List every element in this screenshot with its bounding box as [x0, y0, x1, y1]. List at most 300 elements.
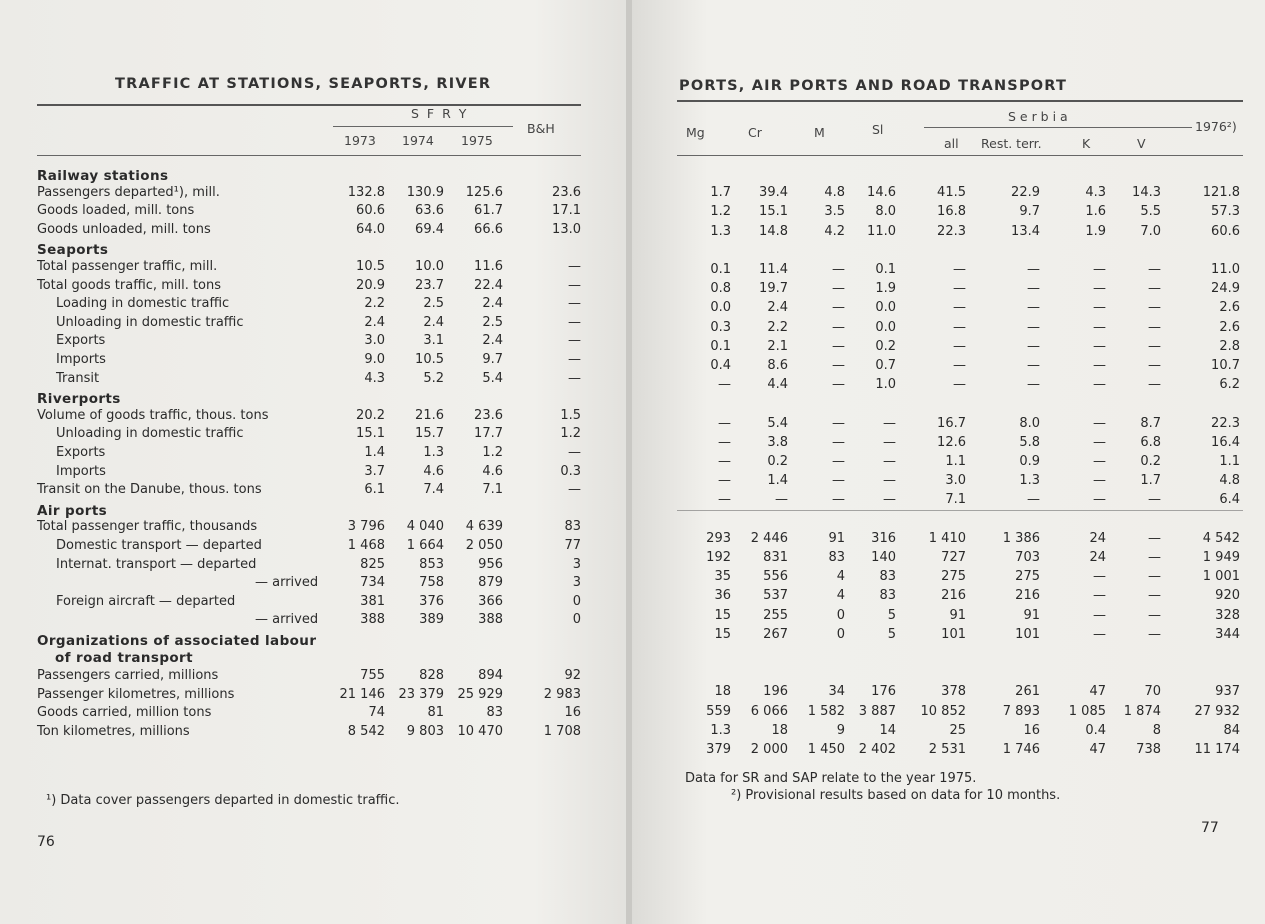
cell-value: 267: [763, 626, 788, 642]
cell-value: 1.6: [1085, 204, 1106, 220]
row-label: Ton kilometres, millions: [37, 724, 190, 739]
cell-value: 734: [360, 575, 385, 591]
cell-value: 23.7: [415, 277, 444, 293]
cell-value: 83: [564, 519, 581, 535]
cell-value: 9.7: [482, 352, 503, 367]
cell-value: —: [1027, 338, 1040, 354]
row-label: Exports: [56, 445, 106, 460]
cell-value: 389: [419, 612, 444, 628]
cell-value: —: [568, 259, 581, 274]
cell-value: —: [1093, 492, 1106, 508]
cell-value: 376: [419, 593, 444, 609]
cell-value: 1 468: [347, 538, 385, 553]
cell-value: 1 410: [928, 530, 966, 546]
cell-value: 894: [478, 668, 503, 684]
cell-value: 1.2: [560, 426, 581, 442]
cell-value: —: [568, 277, 581, 293]
cell-value: 920: [1215, 588, 1240, 604]
cell-value: 3.7: [364, 463, 385, 479]
cell-value: —: [568, 333, 581, 349]
cell-value: 0.7: [875, 358, 896, 373]
cell-value: 2 446: [750, 530, 788, 546]
table-row: [37, 258, 585, 276]
row-label: Transit on the Danube, thous. tons: [37, 482, 262, 498]
cell-value: 10.5: [356, 259, 385, 274]
serbia-group-rule: [924, 127, 1192, 128]
cell-value: 5.2: [423, 370, 444, 386]
cell-value: 275: [941, 569, 966, 585]
cell-value: —: [1093, 358, 1106, 373]
table-row: [677, 261, 1247, 279]
year-1973-header: 1973: [344, 133, 376, 148]
section-title: Organizations of associated labour: [37, 633, 317, 649]
cell-value: —: [1093, 588, 1106, 604]
cell-value: 92: [564, 668, 581, 684]
cell-value: 83: [486, 705, 503, 721]
cell-value: 83: [879, 588, 896, 604]
cell-value: 192: [706, 550, 731, 565]
cell-value: 556: [763, 569, 788, 585]
cell-value: 9.0: [364, 352, 385, 367]
cell-value: 47: [1089, 742, 1106, 757]
cell-value: 14: [879, 722, 896, 738]
cell-value: —: [1148, 530, 1161, 546]
section-heading: [37, 632, 585, 650]
col-k-header: K: [1082, 136, 1091, 151]
cell-value: 24.9: [1211, 281, 1240, 297]
cell-value: 0.0: [875, 319, 896, 335]
cell-value: 35: [714, 569, 731, 585]
cell-value: 4.6: [482, 463, 503, 479]
cell-value: 366: [478, 593, 503, 609]
cell-value: —: [1148, 377, 1161, 393]
right-header-top-rule: [677, 100, 1243, 102]
col-m-header: M: [814, 125, 825, 140]
cell-value: 3 887: [858, 703, 896, 719]
cell-value: 344: [1215, 626, 1240, 642]
table-row: [677, 683, 1247, 701]
row-label: Internat. transport — departed: [56, 556, 257, 572]
cell-value: 1.3: [710, 223, 731, 239]
cell-value: 755: [360, 668, 385, 684]
cell-value: 6 066: [750, 703, 788, 719]
table-row: [37, 593, 585, 611]
cell-value: —: [1093, 377, 1106, 393]
table-row: [677, 203, 1247, 221]
cell-value: 2.2: [364, 296, 385, 312]
cell-value: 0.0: [875, 300, 896, 316]
cell-value: 4 542: [1202, 530, 1240, 546]
right-page-number: 77: [1201, 820, 1219, 836]
cell-value: 1.7: [710, 185, 731, 201]
serbia-group-header: S e r b i a: [1008, 109, 1068, 124]
table-row: [37, 221, 585, 239]
table-row: [37, 332, 585, 350]
cell-value: 2.4: [482, 333, 503, 349]
cell-value: 63.6: [415, 203, 444, 219]
cell-value: —: [568, 482, 581, 498]
cell-value: —: [883, 492, 896, 508]
table-row: [37, 370, 585, 388]
cell-value: 1.5: [560, 407, 581, 423]
cell-value: 388: [478, 612, 503, 628]
row-label: Passenger kilometres, millions: [37, 686, 235, 702]
table-row: [677, 568, 1247, 586]
cell-value: 19.7: [759, 281, 788, 297]
cell-value: 7.1: [945, 492, 966, 508]
cell-value: —: [883, 473, 896, 489]
cell-value: 1 949: [1202, 550, 1240, 565]
cell-value: 4: [836, 588, 845, 604]
cell-value: 11.6: [474, 259, 503, 274]
cell-value: 22.3: [937, 223, 966, 239]
right-note-2: ²) Provisional results based on data for 10 months.: [731, 788, 1061, 803]
cell-value: 1 664: [406, 538, 444, 553]
cell-value: 6.1: [364, 482, 385, 498]
cell-value: 6.2: [1219, 377, 1240, 393]
cell-value: 0.2: [1140, 454, 1161, 469]
cell-value: —: [1027, 358, 1040, 373]
cell-value: 2.6: [1219, 300, 1240, 316]
table-row: [677, 722, 1247, 740]
cell-value: 2.5: [423, 296, 444, 312]
cell-value: 24: [1089, 530, 1106, 546]
cell-value: 77: [564, 538, 581, 553]
cell-value: 10.7: [1211, 358, 1240, 373]
cell-value: 1.0: [875, 377, 896, 393]
cell-value: 101: [941, 626, 966, 642]
table-row: [37, 667, 585, 685]
col-all-header: all: [944, 136, 959, 151]
cell-value: 16.8: [937, 204, 966, 220]
cell-value: 4.2: [824, 223, 845, 239]
cell-value: 132.8: [347, 184, 385, 200]
cell-value: —: [1093, 415, 1106, 431]
cell-value: 1 582: [807, 703, 845, 719]
cell-value: 2.6: [1219, 319, 1240, 335]
cell-value: 2.8: [1219, 338, 1240, 354]
cell-value: 74: [368, 705, 385, 721]
cell-value: 61.7: [474, 203, 503, 219]
section-heading: [37, 241, 585, 259]
left-page: [0, 0, 628, 924]
cell-value: 69.4: [415, 221, 444, 237]
year-1974-header: 1974: [402, 133, 434, 148]
cell-value: 11.0: [867, 223, 896, 239]
row-label: Total passenger traffic, mill.: [37, 259, 218, 274]
table-row: [677, 626, 1247, 644]
cell-value: 14.6: [867, 185, 896, 201]
table-row: [677, 607, 1247, 625]
cell-value: 83: [879, 569, 896, 585]
cell-value: 275: [1015, 569, 1040, 585]
cell-value: 22.3: [1211, 415, 1240, 431]
cell-value: 57.3: [1211, 204, 1240, 220]
cell-value: 84: [1223, 722, 1240, 738]
cell-value: —: [1148, 492, 1161, 508]
cell-value: —: [1148, 550, 1161, 565]
row-label: Foreign aircraft — departed: [56, 593, 236, 609]
cell-value: 0.3: [710, 319, 731, 335]
table-row: [677, 472, 1247, 490]
row-label: Goods carried, million tons: [37, 705, 212, 721]
cell-value: —: [832, 473, 845, 489]
cell-value: —: [1148, 358, 1161, 373]
cell-value: 388: [360, 612, 385, 628]
cell-value: —: [1093, 319, 1106, 335]
table-row: [677, 357, 1247, 375]
table-row: [677, 319, 1247, 337]
cell-value: —: [832, 338, 845, 354]
table-row: [677, 184, 1247, 202]
cell-value: —: [832, 454, 845, 469]
cell-value: —: [832, 415, 845, 431]
cell-value: 91: [1023, 607, 1040, 623]
bh-header: B&H: [527, 121, 555, 136]
cell-value: 15.1: [759, 204, 788, 220]
table-row: [37, 704, 585, 722]
cell-value: 125.6: [465, 184, 503, 200]
cell-value: —: [1093, 262, 1106, 277]
cell-value: 1 001: [1202, 569, 1240, 585]
cell-value: 1.9: [875, 281, 896, 297]
right-mid-rule: [677, 510, 1243, 511]
table-row: [37, 202, 585, 220]
table-row: [37, 444, 585, 462]
cell-value: 4: [836, 569, 845, 585]
cell-value: 10 470: [457, 724, 503, 739]
cell-value: 22.4: [474, 277, 503, 293]
cell-value: 0.4: [1085, 722, 1106, 738]
cell-value: 8.0: [1019, 415, 1040, 431]
table-row: [677, 703, 1247, 721]
cell-value: 2 983: [543, 686, 581, 702]
row-label: Volume of goods traffic, thous. tons: [37, 407, 269, 423]
cell-value: 879: [478, 575, 503, 591]
cell-value: 130.9: [406, 184, 444, 200]
cell-value: —: [718, 434, 731, 450]
cell-value: 5.4: [482, 370, 503, 386]
cell-value: 0: [836, 626, 845, 642]
cell-value: —: [1093, 434, 1106, 450]
cell-value: 758: [419, 575, 444, 591]
section-title: Seaports: [37, 242, 109, 259]
cell-value: 20.2: [356, 407, 385, 423]
cell-value: 5: [887, 626, 896, 642]
cell-value: 60.6: [356, 203, 385, 219]
cell-value: 91: [828, 530, 845, 546]
cell-value: 0.1: [875, 262, 896, 277]
cell-value: 3.0: [945, 473, 966, 489]
cell-value: 2.1: [767, 338, 788, 354]
table-row: [37, 295, 585, 313]
cell-value: 5.5: [1140, 204, 1161, 220]
left-footnote: ¹) Data cover passengers departed in domestic traffic.: [46, 793, 400, 808]
cell-value: —: [568, 314, 581, 330]
cell-value: —: [1027, 377, 1040, 393]
cell-value: 70: [1144, 684, 1161, 700]
cell-value: 2.4: [767, 300, 788, 316]
table-row: [677, 280, 1247, 298]
col-mg-header: Mg: [686, 125, 705, 140]
cell-value: 0.2: [875, 338, 896, 354]
cell-value: 1.7: [1140, 473, 1161, 489]
table-row: [677, 338, 1247, 356]
cell-value: 83: [828, 550, 845, 565]
cell-value: 328: [1215, 607, 1240, 623]
cell-value: 91: [949, 607, 966, 623]
table-row: [677, 415, 1247, 433]
cell-value: 8: [1152, 722, 1161, 738]
cell-value: 11.0: [1211, 262, 1240, 277]
table-row: [37, 184, 585, 202]
cell-value: 1 386: [1002, 530, 1040, 546]
cell-value: 2.4: [482, 296, 503, 312]
cell-value: 7.1: [482, 482, 503, 498]
cell-value: 0.3: [560, 463, 581, 479]
cell-value: —: [568, 445, 581, 460]
cell-value: —: [1148, 281, 1161, 297]
cell-value: —: [832, 358, 845, 373]
cell-value: 831: [763, 550, 788, 565]
cell-value: —: [1027, 262, 1040, 277]
cell-value: 140: [871, 550, 896, 565]
cell-value: 1 746: [1002, 742, 1040, 757]
cell-value: —: [883, 434, 896, 450]
cell-value: 25: [949, 722, 966, 738]
cell-value: 6.4: [1219, 492, 1240, 508]
cell-value: 1.4: [767, 473, 788, 489]
cell-value: 738: [1136, 742, 1161, 757]
cell-value: 0.1: [710, 262, 731, 277]
cell-value: 0.9: [1019, 454, 1040, 469]
cell-value: 559: [706, 703, 731, 719]
cell-value: —: [718, 415, 731, 431]
cell-value: 216: [1015, 588, 1040, 604]
cell-value: 1.3: [710, 722, 731, 738]
cell-value: —: [718, 492, 731, 508]
cell-value: —: [1148, 338, 1161, 354]
section-heading: [37, 649, 585, 667]
section-title: of road transport: [55, 649, 193, 666]
right-note-1: Data for SR and SAP relate to the year 1975.: [685, 771, 977, 786]
table-row: [37, 463, 585, 481]
cell-value: 8.7: [1140, 415, 1161, 431]
cell-value: 255: [763, 607, 788, 623]
row-label: Unloading in domestic traffic: [56, 426, 244, 442]
cell-value: 23.6: [552, 184, 581, 200]
cell-value: 703: [1015, 550, 1040, 565]
cell-value: 11.4: [759, 262, 788, 277]
cell-value: —: [953, 281, 966, 297]
cell-value: 10.0: [415, 259, 444, 274]
cell-value: —: [1148, 300, 1161, 316]
cell-value: 0: [572, 593, 581, 609]
table-row: [677, 453, 1247, 471]
table-row: [37, 611, 585, 629]
cell-value: 3.8: [767, 434, 788, 450]
cell-value: —: [1093, 473, 1106, 489]
row-label: Total passenger traffic, thousands: [37, 519, 258, 535]
cell-value: 14.3: [1132, 185, 1161, 201]
cell-value: 3.5: [824, 204, 845, 220]
cell-value: 1.3: [1019, 473, 1040, 489]
cell-value: 9: [836, 722, 845, 738]
cell-value: 20.9: [356, 277, 385, 293]
cell-value: 853: [419, 556, 444, 572]
cell-value: 9 803: [406, 724, 444, 739]
cell-value: 13.0: [552, 221, 581, 237]
cell-value: —: [1148, 569, 1161, 585]
cell-value: 216: [941, 588, 966, 604]
cell-value: 15.1: [356, 426, 385, 442]
row-label: Domestic transport — departed: [56, 538, 262, 553]
header-bottom-rule: [37, 155, 581, 156]
cell-value: 121.8: [1202, 185, 1240, 201]
cell-value: —: [953, 358, 966, 373]
cell-value: 378: [941, 684, 966, 700]
section-heading: [37, 167, 585, 185]
cell-value: 0.4: [710, 358, 731, 373]
cell-value: 2 050: [465, 538, 503, 553]
cell-value: 18: [771, 722, 788, 738]
cell-value: —: [953, 262, 966, 277]
cell-value: 2 402: [858, 742, 896, 757]
cell-value: 101: [1015, 626, 1040, 642]
cell-value: 0.8: [710, 281, 731, 297]
cell-value: 937: [1215, 684, 1240, 700]
cell-value: 1.4: [364, 445, 385, 460]
cell-value: 2.4: [364, 314, 385, 330]
cell-value: 14.8: [759, 223, 788, 239]
cell-value: —: [832, 492, 845, 508]
cell-value: —: [832, 281, 845, 297]
cell-value: 1.3: [423, 445, 444, 460]
cell-value: 1.9: [1085, 223, 1106, 239]
cell-value: 64.0: [356, 221, 385, 237]
right-header-bottom-rule: [677, 155, 1243, 156]
cell-value: —: [832, 300, 845, 316]
cell-value: 81: [427, 705, 444, 721]
cell-value: 24: [1089, 550, 1106, 565]
cell-value: 12.6: [937, 434, 966, 450]
year-1975-header: 1975: [461, 133, 493, 148]
cell-value: —: [832, 434, 845, 450]
table-row: [677, 549, 1247, 567]
col-cr-header: Cr: [748, 125, 762, 140]
cell-value: 18: [714, 684, 731, 700]
cell-value: —: [1093, 281, 1106, 297]
cell-value: —: [1027, 319, 1040, 335]
row-label: Imports: [56, 463, 106, 479]
cell-value: 1.2: [710, 204, 731, 220]
cell-value: 36: [714, 588, 731, 604]
table-row: [677, 741, 1247, 759]
header-top-rule: [37, 104, 581, 106]
table-row: [37, 723, 585, 741]
table-row: [677, 530, 1247, 548]
cell-value: 66.6: [474, 221, 503, 237]
section-title: Air ports: [37, 502, 108, 519]
row-label: — arrived: [255, 612, 319, 628]
cell-value: 381: [360, 593, 385, 609]
cell-value: 3: [572, 556, 581, 572]
section-title: Riverports: [37, 391, 121, 408]
cell-value: 6.8: [1140, 434, 1161, 450]
cell-value: 176: [871, 684, 896, 700]
cell-value: 1 874: [1123, 703, 1161, 719]
col-rest-terr-header: Rest. terr.: [981, 136, 1042, 151]
